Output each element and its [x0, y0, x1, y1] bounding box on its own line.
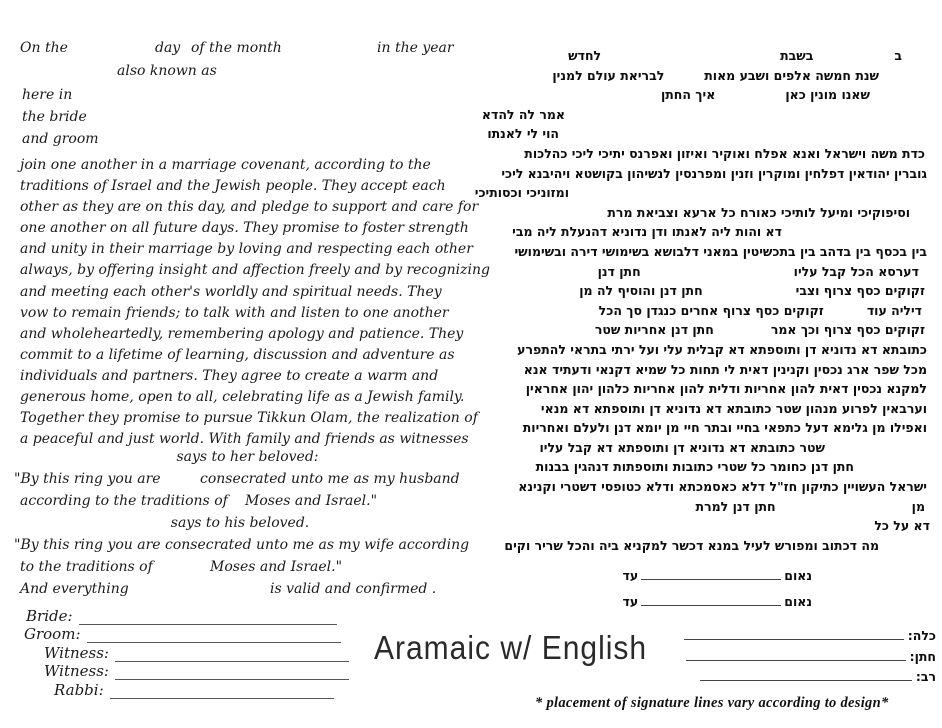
hebrew-line [500, 536, 879, 556]
english-body-line: and wholeheartedly, remembering apology and patience. They [20, 325, 464, 342]
hebrew-text-segment: בין בכסף בין בדהב בין בתכשיטין במאני דלבושא בשימושי דירה ובשימושי [514, 243, 927, 259]
hebrew-witness-lines [623, 566, 812, 618]
hebrew-signature-row [684, 668, 936, 689]
hebrew-text-segment: גוברין יהודאין דפלחין ומוקרין וזנין ומפרנסין לנשיהון בקושטא ויהיבנא ליכי [501, 165, 927, 181]
husband-vow-consecrated: consecrated unto me as my husband [200, 471, 460, 487]
hebrew-text-segment: חתן דנן אחריות שטר [594, 322, 714, 338]
date-day: day [155, 40, 181, 56]
hebrew-signature-block [684, 627, 936, 689]
hebrew-line [500, 222, 782, 242]
hebrew-line [500, 144, 925, 164]
hebrew-line [474, 183, 569, 203]
signature-line [87, 629, 341, 643]
also-known-as-label: also known as [117, 63, 217, 79]
signature-line [115, 648, 349, 662]
signature-row [54, 681, 334, 699]
hebrew-text-segment: חתן דנן כחומר כל שטרי כתובות ותוספתות דנהגין בבנות [535, 459, 854, 475]
hebrew-signature-line [684, 627, 904, 640]
husband-vow-opening: "By this ring you are [14, 471, 161, 487]
hebrew-text-segment: מה דכתוב ומפורש לעיל במנא דכשר למקניא ביה והכל שריר וקים [504, 537, 879, 553]
hebrew-line [500, 340, 927, 360]
hebrew-line [500, 399, 927, 419]
hebrew-text-segment: זקוקים כסף צרוף וצבי [795, 283, 925, 299]
hebrew-text-segment: שטר כתובתא דא נדוניא דן ותוספתא דא קבל עליו [539, 439, 825, 455]
hebrew-line [500, 46, 902, 66]
says-to-her-beloved: says to her beloved: [176, 449, 319, 465]
hebrew-text [474, 46, 930, 555]
hebrew-line [500, 457, 854, 477]
hebrew-line [481, 105, 565, 125]
date-in-the-year: in the year [377, 40, 454, 56]
witness-ed-label: עד [622, 594, 639, 609]
hebrew-text-segment: דא והות ליה לאנתו ודן נדוניא דהנעלת ליה מבי [512, 224, 782, 240]
hebrew-text-segment: ב [894, 48, 902, 63]
wife-vow-opening: "By this ring you are consecrated unto me as my wife according [14, 537, 470, 553]
hebrew-text-segment: מכל שפר ארג נכסין וקנינין דאית לי תחות כל שמיא דקנאי ודעתיד אנא [523, 361, 927, 377]
wife-vow-line-1 [14, 537, 474, 559]
hebrew-text-segment: חתן דנן [597, 263, 641, 279]
witness-neum-label: נאום [784, 594, 812, 609]
valid-and-confirmed-label: is valid and confirmed . [270, 581, 437, 597]
hebrew-line [500, 203, 910, 223]
hebrew-signature-row [684, 627, 936, 648]
placement-footnote: * placement of signature lines vary according to design* [535, 695, 889, 711]
hebrew-line [500, 379, 927, 399]
hebrew-text-segment: למקנא נכסין דאית להון אחריות ודלית להון אחריות כלהון יהון אחראין [525, 381, 927, 397]
hebrew-text-segment: וסיפוקיכי ומיעל לותיכי כאורח כל ארעא וצביאת מרת [607, 204, 910, 220]
hebrew-line [500, 301, 922, 321]
husband-vow-moses-israel: Moses and Israel." [245, 493, 378, 509]
hebrew-signature-row [684, 648, 936, 669]
here-in-label: here in [22, 87, 73, 103]
hebrew-line [500, 320, 925, 340]
hebrew-text-segment: דא על כל [874, 518, 930, 534]
hebrew-text-segment: איך החתן [660, 87, 716, 103]
signature-row [44, 644, 349, 662]
english-body-line: commit to a lifetime of learning, discussion and adventure as [20, 346, 455, 363]
signature-label: Witness: [44, 662, 109, 680]
signature-label: Rabbi: [54, 681, 104, 699]
hebrew-line [500, 281, 925, 301]
english-body-line: and unity in their marriage by loving and respecting each other [20, 241, 473, 258]
hebrew-line [500, 85, 870, 105]
and-groom-label: and groom [22, 131, 99, 147]
and-everything-label: And everything [20, 581, 129, 597]
hebrew-line [487, 124, 559, 144]
hebrew-signature-label: חתן: [909, 648, 936, 664]
english-body-line: traditions of Israel and the Jewish people. They accept each [20, 178, 446, 195]
hebrew-line [500, 516, 930, 536]
english-body-line: one another on all future days. They promise to foster strength [20, 220, 469, 237]
signature-row [24, 625, 341, 643]
english-body [20, 155, 490, 450]
hebrew-line [500, 66, 879, 86]
english-body-line: always, by offering insight and affection freely and by recognizing [20, 262, 490, 279]
hebrew-line [500, 164, 927, 184]
hebrew-line [500, 262, 919, 282]
hebrew-text-segment: וערבאין לפרוע מנהון שטר כתובתא דא נדוניא דן ותוספתא דא מנאי [540, 400, 927, 416]
hebrew-signature-line [700, 668, 912, 681]
hebrew-text-segment: חתן דנן למרת [695, 498, 776, 514]
hebrew-text-segment: שאנו מונין כאן [785, 87, 870, 103]
english-body-line: other as they are on this day, and pledge to support and care for [20, 199, 479, 216]
witness-row [623, 592, 812, 618]
hebrew-text-segment: מן [911, 498, 925, 514]
hebrew-line [500, 418, 927, 438]
signature-label: Witness: [44, 644, 109, 662]
signature-row [26, 607, 337, 625]
english-date-line [20, 40, 472, 62]
hebrew-signature-label: כלה: [907, 628, 936, 643]
witness-row [623, 566, 812, 592]
hebrew-text-segment: ומזוניכי וכסותיכי [474, 185, 569, 201]
wife-vow-traditions: to the traditions of [20, 559, 153, 575]
hebrew-text-segment: אמר לה להדא [481, 106, 565, 122]
english-body-line: a peaceful and just world. With family and friends as witnesses [20, 431, 469, 448]
hebrew-line [500, 242, 927, 262]
hebrew-text-segment: דערסא הכל קבל עליו [793, 263, 919, 279]
hebrew-text-segment: זקוקים כסף צרוף אחרים כנגדן סך הכל [598, 302, 824, 318]
hebrew-text-segment: ואפילו מן גלימא דעל כתפאי בחיי ובתר חיי מן יומא דנן ולעלם ואחריות [522, 420, 927, 436]
english-body-line: individuals and partners. They agree to create a warm and [20, 367, 439, 384]
signature-label: Groom: [24, 625, 81, 643]
signature-line [79, 611, 337, 625]
hebrew-text-segment: כתובתא דא נדוניא דן ותוספתא דא קבלית עלי ועל ירתי בתראי להתפרע [517, 341, 927, 357]
husband-vow-traditions: according to the traditions of [20, 493, 228, 509]
hebrew-text-segment: דיליה עוד [866, 302, 922, 318]
english-body-line: join one another in a marriage covenant, according to the [20, 157, 431, 173]
signature-label: Bride: [26, 607, 73, 625]
signature-line [110, 685, 334, 699]
signature-row [44, 662, 349, 680]
signature-line [115, 666, 349, 680]
says-to-his-beloved: says to his beloved. [170, 515, 310, 531]
witness-signature-line [641, 566, 781, 580]
husband-vow-line-1 [14, 471, 474, 493]
the-bride-label: the bride [22, 109, 87, 125]
hebrew-line [500, 477, 927, 497]
hebrew-text-segment: לחדש [568, 48, 602, 63]
hebrew-text-segment: בשבת [780, 48, 814, 63]
english-body-line: vow to remain friends; to talk with and listen to one another [20, 304, 449, 321]
hebrew-text-segment: הוי לי לאנתו [487, 126, 559, 142]
date-of-the-month: of the month [191, 40, 282, 56]
date-on-the: On the [20, 40, 68, 56]
witness-neum-label: נאום [784, 568, 812, 583]
hebrew-line [500, 497, 925, 517]
hebrew-text-segment: לבריאת עולם למנין [552, 67, 665, 83]
english-body-line: generous home, open to all, celebrating life as a Jewish family. [20, 389, 465, 406]
english-body-line: Together they promise to pursue Tikkun Olam, the realization of [20, 410, 478, 427]
hebrew-text-segment: כדת משה וישראל ואנא אפלח ואוקיר ואיזון ואפרנס יתיכי ליכי כהלכות [524, 145, 925, 161]
wife-vow-moses-israel: Moses and Israel." [210, 559, 343, 575]
witness-signature-line [641, 592, 781, 606]
hebrew-text-segment: זקוקים כסף צרוף וכך אמר [770, 322, 925, 338]
english-body-line: and meeting each other's worldly and spiritual needs. They [20, 283, 442, 300]
confirmation-line [20, 581, 472, 603]
hebrew-signature-label: רב: [915, 669, 936, 684]
wife-vow-line-2 [20, 559, 472, 581]
hebrew-signature-line [686, 648, 906, 661]
hebrew-text-segment: שנת חמשה אלפים ושבע מאות [704, 67, 879, 83]
hebrew-text-segment: חתן דנן והוסיף לה מן [579, 283, 703, 299]
hebrew-line [500, 438, 825, 458]
hebrew-line [500, 360, 927, 380]
witness-ed-label: עד [622, 568, 639, 583]
hebrew-text-segment: ישראל העשויין כתיקון חז"ל דלא כאסמכתא ודלא כטופסי דשטרי וקנינא [518, 479, 927, 495]
document-type-label: Aramaic w/ English [374, 630, 648, 667]
husband-vow-line-2 [20, 493, 472, 515]
